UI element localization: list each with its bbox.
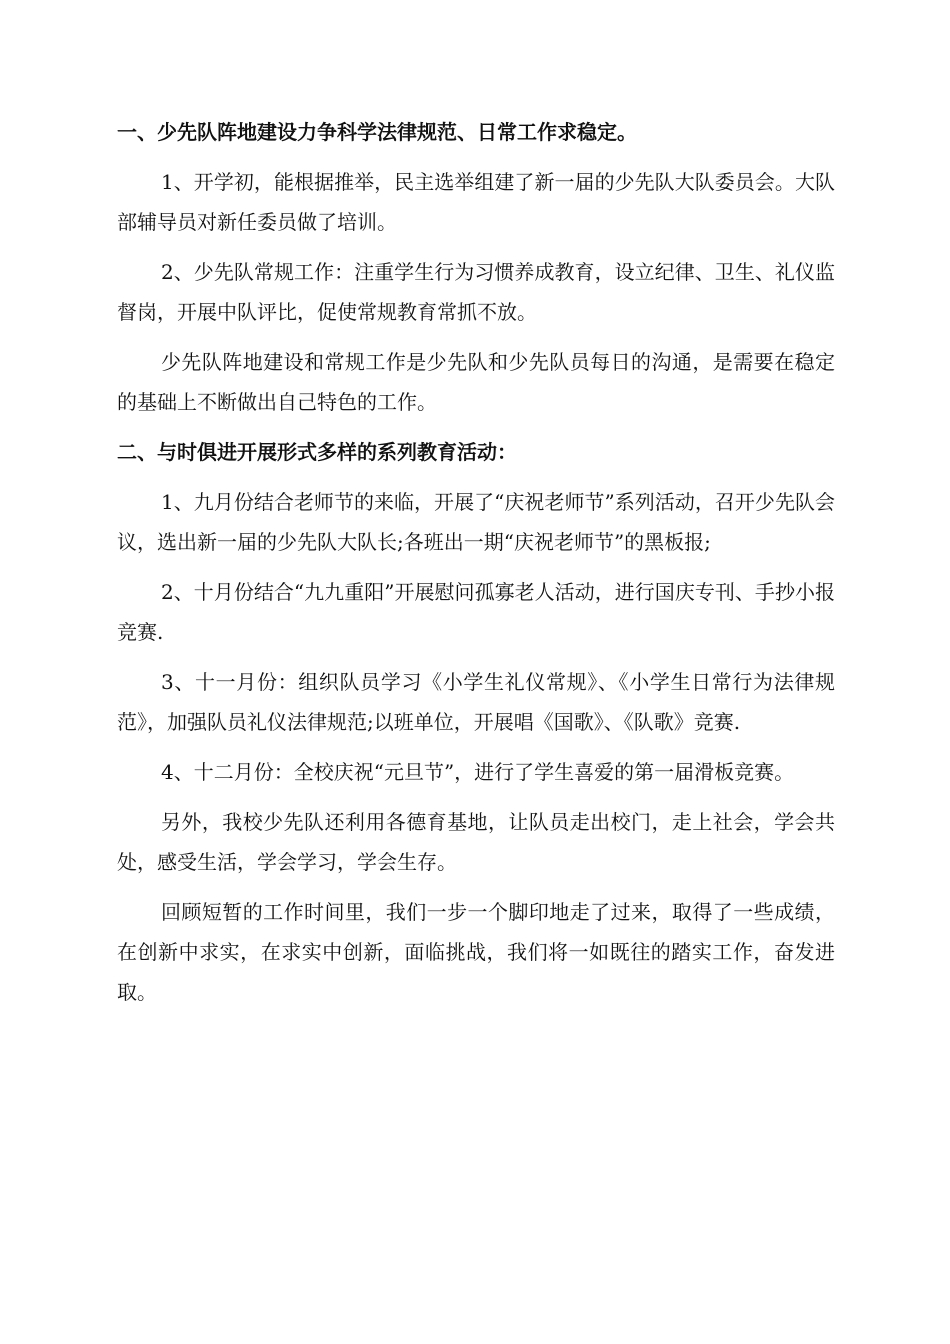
paragraph: 回顾短暂的工作时间里，我们一步一个脚印地走了过来，取得了一些成绩，在创新中求实，在求实中创新，面临挑战，我们将一如既往的踏实工作，奋发进取。 xyxy=(117,900,835,1004)
paragraph: 4、十二月份：全校庆祝“元旦节”，进行了学生喜爱的第一届滑板竞赛。 xyxy=(161,760,795,784)
section-heading: 二、与时俱进开展形式多样的系列教育活动： xyxy=(117,440,517,464)
section-heading: 一、少先队阵地建设力争科学法律规范、日常工作求稳定。 xyxy=(117,120,637,144)
paragraph: 少先队阵地建设和常规工作是少先队和少先队员每日的沟通，是需要在稳定的基础上不断做出自己特色的工作。 xyxy=(117,350,835,414)
paragraph: 3、十一月份：组织队员学习《小学生礼仪常规》、《小学生日常行为法律规范》，加强队员礼仪法律规范;以班单位，开展唱《国歌》、《队歌》竞赛. xyxy=(117,670,835,734)
document-page xyxy=(117,112,835,1022)
section-2 xyxy=(117,432,835,1012)
section-1 xyxy=(117,112,835,422)
paragraph: 另外，我校少先队还利用各德育基地，让队员走出校门，走上社会，学会共处，感受生活，学会学习，学会生存。 xyxy=(117,810,835,874)
paragraph: 1、开学初，能根据推举，民主选举组建了新一届的少先队大队委员会。大队部辅导员对新任委员做了培训。 xyxy=(117,170,835,234)
paragraph: 2、少先队常规工作：注重学生行为习惯养成教育，设立纪律、卫生、礼仪监督岗，开展中队评比，促使常规教育常抓不放。 xyxy=(117,260,835,324)
paragraph: 1、九月份结合老师节的来临，开展了“庆祝老师节”系列活动，召开少先队会议，选出新一届的少先队大队长;各班出一期“庆祝老师节”的黑板报; xyxy=(117,490,835,554)
paragraph: 2、十月份结合“九九重阳”开展慰问孤寡老人活动，进行国庆专刊、手抄小报竞赛. xyxy=(117,580,835,644)
